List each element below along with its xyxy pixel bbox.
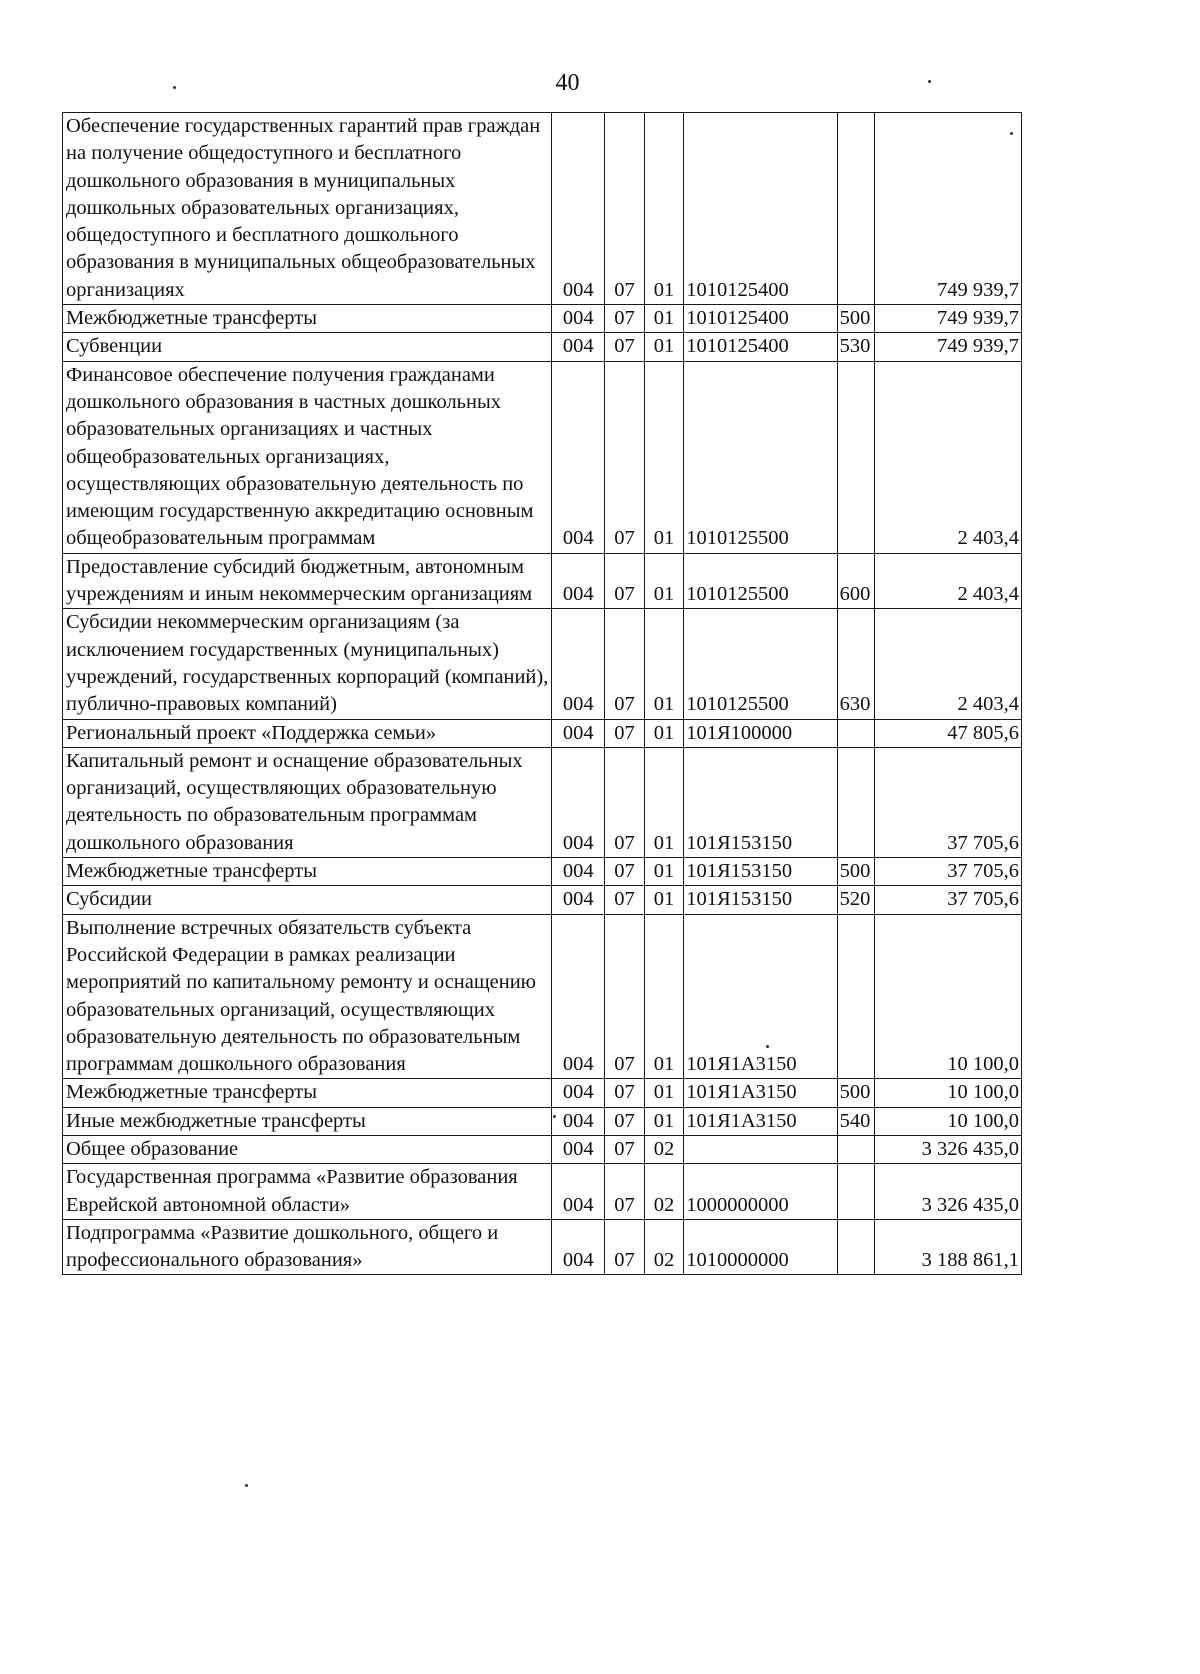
row-section-code: 07	[605, 361, 644, 553]
table-row	[63, 1164, 1022, 1220]
row-section-code: 07	[605, 1164, 644, 1220]
row-amount: 10 100,0	[874, 1079, 1021, 1107]
row-grbs-code: 004	[552, 1107, 605, 1135]
row-amount: 749 939,7	[874, 333, 1021, 361]
table-row	[63, 333, 1022, 361]
row-target-code: 101Я1А3150	[684, 1107, 837, 1135]
row-subsection-code: 01	[644, 858, 683, 886]
row-grbs-code: 004	[552, 1219, 605, 1275]
row-grbs-code: 004	[552, 553, 605, 609]
table-row	[63, 914, 1022, 1079]
row-amount: 47 805,6	[874, 719, 1021, 747]
table-row	[63, 1107, 1022, 1135]
row-target-code: 101Я153150	[684, 858, 837, 886]
row-section-code: 07	[605, 553, 644, 609]
table-row	[63, 1079, 1022, 1107]
row-target-code: 1010125500	[684, 609, 837, 719]
row-grbs-code: 004	[552, 113, 605, 305]
row-amount: 37 705,6	[874, 886, 1021, 914]
table-row	[63, 305, 1022, 333]
row-section-code: 07	[605, 333, 644, 361]
row-subsection-code: 02	[644, 1219, 683, 1275]
scan-speck	[1010, 132, 1013, 135]
table-row	[63, 1135, 1022, 1163]
row-amount: 2 403,4	[874, 609, 1021, 719]
row-subsection-code: 01	[644, 914, 683, 1079]
row-name: Межбюджетные трансферты	[63, 305, 552, 333]
row-target-code: 101Я1А3150	[684, 1079, 837, 1107]
row-subsection-code: 02	[644, 1135, 683, 1163]
row-subsection-code: 01	[644, 305, 683, 333]
row-grbs-code: 004	[552, 914, 605, 1079]
row-name: Субвенции	[63, 333, 552, 361]
row-subsection-code: 01	[644, 1107, 683, 1135]
row-name: Подпрограмма «Развитие дошкольного, общего и профессионального образования»	[63, 1219, 552, 1275]
scan-speck	[245, 1484, 248, 1487]
row-target-code: 1010125400	[684, 333, 837, 361]
row-name: Финансовое обеспечение получения гражданами дошкольного образования в частных дошкольных образовательных организациях и частных общеобразовательных организациях, осуществляющих образовательную деятельность по имеющим государственную аккредитацию основным общеобразовательным программам	[63, 361, 552, 553]
row-amount: 3 188 861,1	[874, 1219, 1021, 1275]
row-target-code: 101Я1А3150	[684, 914, 837, 1079]
row-grbs-code: 004	[552, 305, 605, 333]
row-amount: 749 939,7	[874, 113, 1021, 305]
scan-speck	[928, 80, 931, 83]
row-expense-type-code: 520	[837, 886, 874, 914]
row-subsection-code: 02	[644, 1164, 683, 1220]
row-grbs-code: 004	[552, 886, 605, 914]
table-row	[63, 553, 1022, 609]
row-expense-type-code	[837, 914, 874, 1079]
row-target-code: 1010125400	[684, 113, 837, 305]
row-section-code: 07	[605, 747, 644, 857]
row-name: Предоставление субсидий бюджетным, автономным учреждениям и иным некоммерческим организациям	[63, 553, 552, 609]
row-amount: 2 403,4	[874, 553, 1021, 609]
row-name: Выполнение встречных обязательств субъекта Российской Федерации в рамках реализации мероприятий по капитальному ремонту и оснащению образовательных организаций, осуществляющих образовательную деятельность по образовательным программам дошкольного образования	[63, 914, 552, 1079]
row-subsection-code: 01	[644, 886, 683, 914]
row-section-code: 07	[605, 886, 644, 914]
row-section-code: 07	[605, 858, 644, 886]
row-grbs-code: 004	[552, 1135, 605, 1163]
row-section-code: 07	[605, 914, 644, 1079]
row-grbs-code: 004	[552, 858, 605, 886]
row-section-code: 07	[605, 305, 644, 333]
row-target-code: 1010125500	[684, 361, 837, 553]
scan-speck	[766, 1045, 769, 1048]
table-row	[63, 1219, 1022, 1275]
row-subsection-code: 01	[644, 361, 683, 553]
row-section-code: 07	[605, 1079, 644, 1107]
row-expense-type-code	[837, 1164, 874, 1220]
row-subsection-code: 01	[644, 1079, 683, 1107]
row-expense-type-code	[837, 1135, 874, 1163]
row-expense-type-code: 530	[837, 333, 874, 361]
row-section-code: 07	[605, 1135, 644, 1163]
row-subsection-code: 01	[644, 609, 683, 719]
scan-speck	[173, 86, 176, 89]
row-expense-type-code	[837, 1219, 874, 1275]
row-name: Государственная программа «Развитие образования Еврейской автономной области»	[63, 1164, 552, 1220]
row-expense-type-code: 500	[837, 305, 874, 333]
table-row	[63, 609, 1022, 719]
row-target-code: 101Я100000	[684, 719, 837, 747]
row-name: Общее образование	[63, 1135, 552, 1163]
row-name: Межбюджетные трансферты	[63, 858, 552, 886]
row-grbs-code: 004	[552, 1164, 605, 1220]
row-expense-type-code: 630	[837, 609, 874, 719]
row-subsection-code: 01	[644, 333, 683, 361]
row-expense-type-code: 600	[837, 553, 874, 609]
row-section-code: 07	[605, 719, 644, 747]
row-expense-type-code: 540	[837, 1107, 874, 1135]
row-expense-type-code	[837, 361, 874, 553]
row-expense-type-code	[837, 113, 874, 305]
row-target-code: 1010125400	[684, 305, 837, 333]
page-number: 40	[555, 70, 580, 96]
row-grbs-code: 004	[552, 1079, 605, 1107]
row-subsection-code: 01	[644, 719, 683, 747]
table-row	[63, 361, 1022, 553]
table-row	[63, 886, 1022, 914]
row-target-code: 101Я153150	[684, 886, 837, 914]
row-section-code: 07	[605, 609, 644, 719]
table-row	[63, 747, 1022, 857]
row-name: Иные межбюджетные трансферты	[63, 1107, 552, 1135]
row-expense-type-code	[837, 719, 874, 747]
row-amount: 749 939,7	[874, 305, 1021, 333]
row-grbs-code: 004	[552, 333, 605, 361]
row-target-code: 1000000000	[684, 1164, 837, 1220]
row-grbs-code: 004	[552, 361, 605, 553]
row-amount: 3 326 435,0	[874, 1164, 1021, 1220]
row-grbs-code: 004	[552, 609, 605, 719]
budget-table	[62, 112, 1022, 1275]
row-amount: 37 705,6	[874, 747, 1021, 857]
table-row	[63, 113, 1022, 305]
row-target-code: 101Я153150	[684, 747, 837, 857]
row-amount: 3 326 435,0	[874, 1135, 1021, 1163]
row-name: Региональный проект «Поддержка семьи»	[63, 719, 552, 747]
row-name: Капитальный ремонт и оснащение образовательных организаций, осуществляющих образовательную деятельность по образовательным программам дошкольного образования	[63, 747, 552, 857]
row-section-code: 07	[605, 113, 644, 305]
row-subsection-code: 01	[644, 113, 683, 305]
row-amount: 2 403,4	[874, 361, 1021, 553]
row-subsection-code: 01	[644, 553, 683, 609]
row-target-code: 1010000000	[684, 1219, 837, 1275]
row-expense-type-code	[837, 747, 874, 857]
row-name: Межбюджетные трансферты	[63, 1079, 552, 1107]
row-grbs-code: 004	[552, 747, 605, 857]
row-section-code: 07	[605, 1107, 644, 1135]
row-expense-type-code: 500	[837, 1079, 874, 1107]
row-section-code: 07	[605, 1219, 644, 1275]
row-expense-type-code: 500	[837, 858, 874, 886]
table-row	[63, 719, 1022, 747]
budget-table-body	[63, 113, 1022, 1275]
row-target-code	[684, 1135, 837, 1163]
row-amount: 10 100,0	[874, 1107, 1021, 1135]
row-name: Обеспечение государственных гарантий прав граждан на получение общедоступного и бесплатного дошкольного образования в муниципальных дошкольных образовательных организациях, общедоступного и бесплатного дошкольного образования в муниципальных общеобразовательных организациях	[63, 113, 552, 305]
row-target-code: 1010125500	[684, 553, 837, 609]
row-amount: 10 100,0	[874, 914, 1021, 1079]
row-amount: 37 705,6	[874, 858, 1021, 886]
table-row	[63, 858, 1022, 886]
row-subsection-code: 01	[644, 747, 683, 857]
row-name: Субсидии	[63, 886, 552, 914]
row-grbs-code: 004	[552, 719, 605, 747]
scan-speck	[553, 1115, 556, 1118]
row-name: Субсидии некоммерческим организациям (за исключением государственных (муниципальных) учреждений, государственных корпораций (компаний), публично-правовых компаний)	[63, 609, 552, 719]
